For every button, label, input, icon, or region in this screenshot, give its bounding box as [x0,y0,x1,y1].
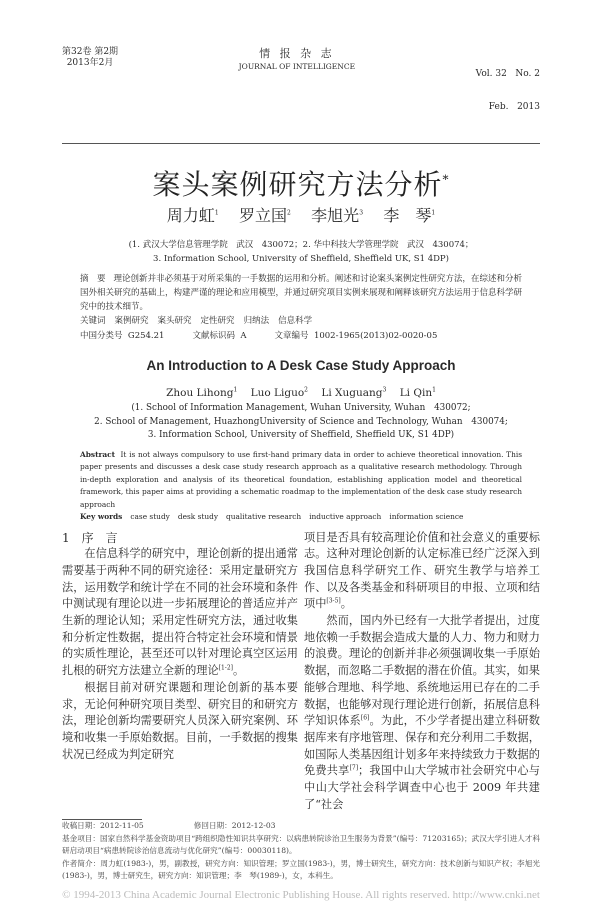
author-name: Luo Liguo [250,387,305,399]
paragraph [304,613,540,813]
keyword: 案例研究 [114,316,149,326]
abstract-en [80,449,522,512]
affiliation-line: 3. Information School, University of Sheffield, Sheffield UK, S1 4DP) [153,254,449,264]
author-aff: 1 [233,386,238,394]
doc-code-label: 文献标识码 [192,331,235,341]
paper-title-cn [62,168,540,202]
issue-info-en [476,47,540,135]
paragraph [62,680,298,764]
paragraph-text: ；我国中山大学城市社会研究中心与中山大学社会科学调查中心也于 2009 年共建了“社会 [304,764,540,811]
author-bio-note: 作者简介：周力虹(1983-)，男，副教授，研究方向：知识管理；罗立国(1983-)，男，博士研究生，研究方向：技术创新与知识产权；李旭光(1983-)，男，博士研究生，研究方向：知识管理；李 琴(1989-)，女，本科生。 [62,858,540,881]
author-aff: 3 [359,209,364,217]
title-footnote-mark: * [442,172,450,187]
paragraph-text: 项目是否具有较高理论价值和社会意义的重要标志。这种对理论创新的认定标准已经广泛深入到我国信息科学研究工作、研究生教学与培养工作、以及各类基金和科研项目的申报、立项和结项中 [304,530,540,611]
citation: [1-2] [218,664,233,672]
author [239,206,291,225]
revised-label: 修回日期： [193,821,232,831]
date-en: Feb. 2013 [488,102,540,112]
author-aff: 1 [432,386,436,394]
author-aff: 3 [382,386,387,394]
author-name: 周力虹 [166,206,215,225]
doc-code [192,329,246,344]
affiliations-cn [62,238,540,266]
keyword: inductive approach [309,512,382,521]
paragraph-text: 。 [340,597,352,611]
paragraph-text: 。为此，不少学者提出建立科研数据库来有序地管理、保存和充分利用二手数据，如国际人类基因组计划多年来持续致力于数据的免费共享 [304,714,540,778]
paragraph-text: 。 [232,664,245,678]
keyword: 归纳法 [243,316,270,326]
fund-note: 基金项目：国家自然科学基金资助项目“跨组织隐性知识共享研究：以病患转院诊治卫生服务为背景”(编号：71203165)；武汉大学引进人才科研启动项目“病患转院诊治信息流动与优化研究”(编号：00030118)。 [62,833,540,856]
clc-label: 中国分类号 [80,331,123,341]
paragraph [62,546,298,680]
paragraph-text: 根据目前对研究课题和理论创新的基本要求，无论何种研究项目类型、研究目的和研究方法，理论创新均需要研究人员深入研究案例、环境和收集一手原始数据。目前，一手数据的搜集状况已经成为判定研究 [62,680,298,761]
body-columns [62,530,540,814]
author [167,206,219,225]
affiliation-line: (1. School of Information Management, Wuhan University, Wuhan 430072; [131,403,471,413]
author-name: Li Qin [399,387,433,399]
volume-issue-cn: 第32卷 第2期 [62,47,119,57]
keyword: 定性研究 [200,316,235,326]
author-aff: 1 [431,209,436,217]
copyright-notice: © 1994-2013 China Academic Journal Electronic Publishing House. All rights reserved. http://www.cnki.net [62,888,540,901]
section-heading: 1 序 言 [62,530,118,545]
author-name: 罗立国 [238,206,287,225]
abstract-text: It is not always compulsory to use first-hand primary data in order to achieve theoretical innovation. This paper presents and discusses a desk case study research approach as a qualitative research methodology. Through in-depth exploration and analysis of its theoretical foundation, establishing application model and theoretical framework, this paper aims at providing a schematic roadmap to the implementation of the desk case study research approach [80,449,522,509]
keyword: 信息科学 [278,316,313,326]
abstract-cn [80,272,522,314]
affiliation-line: 2. School of Management, HuazhongUniversity of Science and Technology, Wuhan 430074; [94,416,508,427]
body-column-left [62,530,298,764]
received-date: 2012-11-05 [99,821,144,831]
author-name: 李旭光 [311,206,360,225]
article-number-label: 文章编号 [274,331,309,341]
journal-name [239,47,355,71]
keyword: 案头研究 [157,316,192,326]
keyword: information science [389,512,464,521]
author [311,206,363,225]
abstract-text: 理论创新并非必须基于对所采集的一手数据的运用和分析。阐述和讨论案头案例定性研究方法，在综述和分析国外相关研究的基础上，构建严谨的理论和应用模型，并通过研究项目实例来展现和阐释该研究方法运用于信息科学研究中的技术细节。 [80,274,523,312]
clc [80,329,164,344]
running-header [62,47,540,144]
affiliation-line: (1. 武汉大学信息管理学院 武汉 430072；2. 华中科技大学管理学院 武汉 430074； [128,240,474,250]
volume-issue-en: Vol. 32 No. 2 [475,69,540,79]
paper-title-en: An Introduction to A Desk Case Study Approach [146,358,456,373]
authors-en [62,386,540,400]
journal-name-cn: 情 报 杂 志 [259,47,335,60]
affiliation-line: 3. Information School, University of Sheffield, Sheffield UK, S1 4DP) [147,430,455,440]
author-aff: 2 [287,209,291,217]
classification-line [80,329,522,344]
paragraph-text: 在信息科学的研究中，理论创新的提出通常需要基于两种不同的研究途径：采用定量研究方法，运用数学和统计学在不同的社会环境和条件中测试现有理论以进一步拓展理论的普适应并产生新的理论认知；采用定性研究方法，通过收集和分析定性数据，提出符合特定社会环境和情景的实质性理论，甚至还可以针对理论真空区运用扎根的研究方法建立全新的理论 [62,547,298,678]
doc-code-value: A [240,331,247,341]
author-name: Zhou Lihong [166,387,234,399]
affiliations-en [62,402,540,443]
article-number-value: 1002-1965(2013)02-0020-05 [313,331,438,341]
issue-info-cn [62,47,118,69]
abstract-label: 摘 要 [80,274,106,284]
keyword: desk study [177,512,219,521]
author-name: 李 琴 [383,206,432,225]
paragraph-text: 然而，国内外已经有一大批学者提出，过度地依赖一手数据会造成大量的人力、物力和财力的浪费。理论的创新并非必须强调收集一手原始数据，而忽略二手数据的潜在价值。其实，如果能够合理地、科学地、系统地运用已存在的二手数据，也能够对现行理论进行创新，拓展信息科学知识体系 [304,614,540,728]
keyword: case study [130,512,170,521]
citation: [7] [349,764,359,772]
article-number [275,329,438,344]
paragraph-continued [304,530,540,614]
author-aff: 2 [304,386,308,394]
authors-cn [62,206,540,226]
abstract-label: Abstract [80,449,116,459]
keywords-en [80,511,522,524]
journal-name-en: JOURNAL OF INTELLIGENCE [238,62,356,71]
keywords-cn [80,314,522,329]
keywords-label: 关键词 [80,316,106,326]
keywords-label: Key words [80,512,123,521]
author [383,206,435,225]
clc-value: G254.21 [127,331,165,341]
citation: [6] [360,714,370,722]
dates [62,820,540,833]
keyword: qualitative research [226,512,302,521]
footnotes [62,820,540,883]
author-name: Li Xuguang [321,387,383,399]
author-aff: 1 [214,209,219,217]
date-cn: 2013年2月 [66,58,114,68]
body-column-right [304,530,540,814]
citation: [3-5] [326,597,341,605]
title-text: 案头案例研究方法分析 [152,168,443,201]
revised-date: 2012-12-03 [231,821,276,831]
received-label: 收稿日期： [62,821,100,831]
